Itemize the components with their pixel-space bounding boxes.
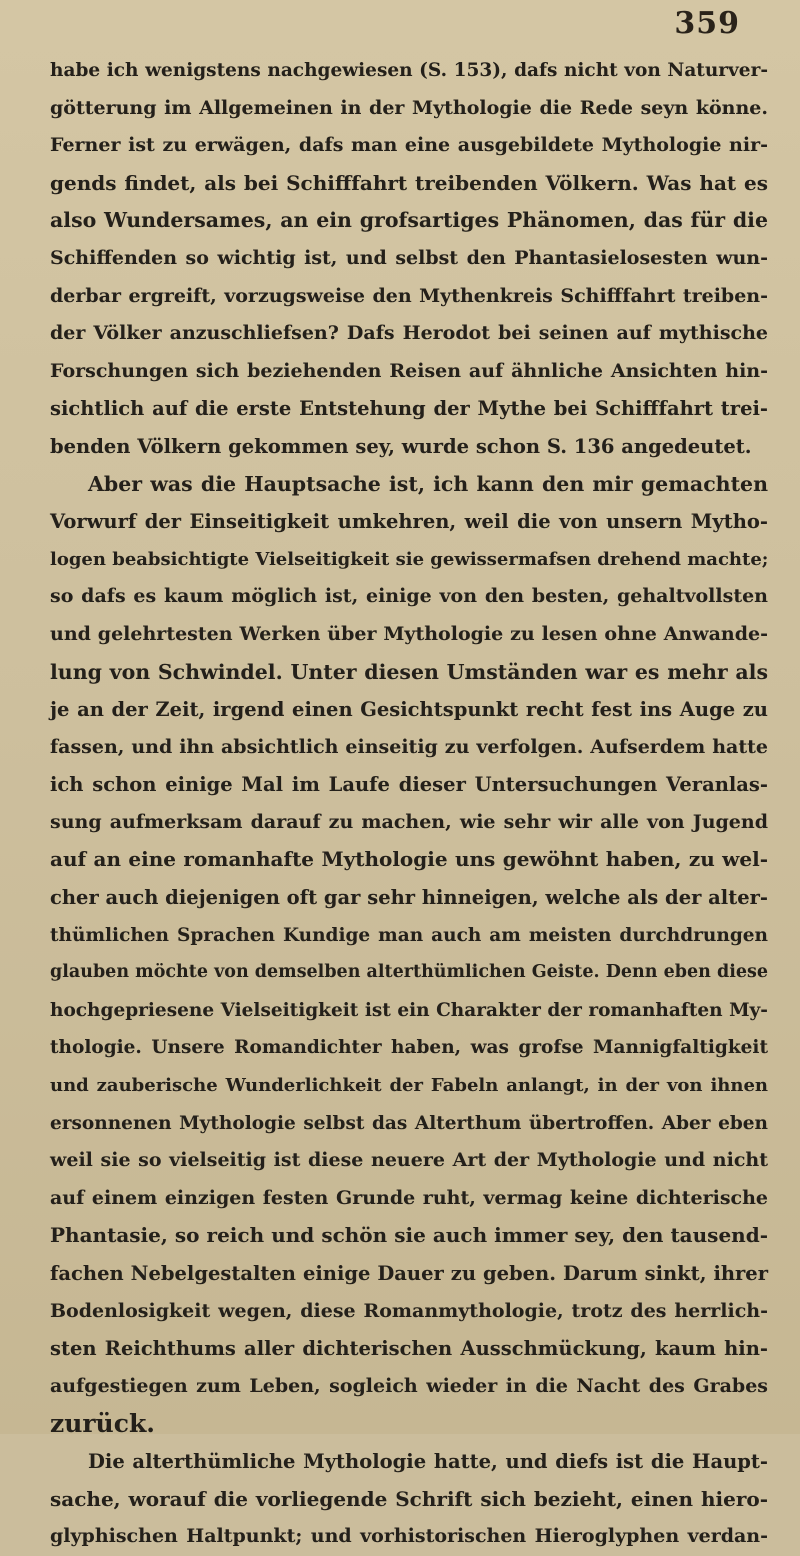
text-line: der Völker anzuschliefsen? Dafs Herodot bei seinen auf mythische [50, 322, 768, 345]
text-line: habe ich wenigstens nachgewiesen (S. 153), dafs nicht von Naturver- [50, 60, 768, 81]
text-line: Ferner ist zu erwägen, dafs man eine ausgebildete Mythologie nir- [50, 134, 768, 157]
text-line: aufgestiegen zum Leben, sogleich wieder in die Nacht des Grabes [50, 1374, 768, 1397]
text-line: und gelehrtesten Werken über Mythologie zu lesen ohne Anwande- [50, 622, 768, 645]
text-line: gends findet, als bei Schifffahrt treibenden Völkern. Was hat es [50, 170, 768, 195]
page-number: 359 [674, 6, 740, 41]
text-line: logen beabsichtigte Vielseitigkeit sie gewissermafsen drehend machte; [50, 548, 769, 570]
text-line: glyphischen Haltpunkt; und vorhistorischen Hieroglyphen verdan- [50, 1525, 768, 1548]
text-line: lung von Schwindel. Unter diesen Umständen war es mehr als [50, 659, 768, 684]
text-line: sung aufmerksam darauf zu machen, wie sehr wir alle von Jugend [50, 810, 768, 833]
text-line: weil sie so vielseitig ist diese neuere Art der Mythologie und nicht [50, 1149, 768, 1172]
text-line: hochgepriesene Vielseitigkeit ist ein Charakter der romanhaften My- [50, 999, 768, 1021]
text-line: glauben möchte von demselben alterthümlichen Geiste. Denn eben diese [50, 962, 768, 983]
text-line: sichtlich auf die erste Entstehung der Mythe bei Schifffahrt trei- [50, 397, 768, 421]
text-line: sache, worauf die vorliegende Schrift sich bezieht, einen hiero- [50, 1486, 768, 1511]
text-line: und zauberische Wunderlichkeit der Fabeln anlangt, in der von ihnen [50, 1075, 768, 1097]
text-line: Phantasie, so reich und schön sie auch immer sey, den tausend- [50, 1223, 768, 1248]
text-line: thümlichen Sprachen Kundige man auch am meisten durchdrungen [50, 924, 768, 946]
text-line: Vorwurf der Einseitigkeit umkehren, weil die von unsern Mytho- [50, 510, 768, 534]
text-line: ich schon einige Mal im Laufe dieser Untersuchungen Veranlas- [50, 773, 768, 797]
text-line: götterung im Allgemeinen in der Mythologie die Rede seyn könne. [50, 96, 768, 119]
text-line: auf einem einzigen festen Grunde ruht, vermag keine dichterische [50, 1186, 768, 1209]
text-line: Aber was die Hauptsache ist, ich kann den mir gemachten [88, 471, 768, 496]
text-line: Die alterthümliche Mythologie hatte, und diefs ist die Haupt- [88, 1449, 768, 1473]
text-line: Schiffenden so wichtig ist, und selbst den Phantasielosesten wun- [50, 246, 768, 269]
text-line: derbar ergreift, vorzugsweise den Mythenkreis Schifffahrt treiben- [50, 284, 768, 307]
body-text [50, 52, 768, 1556]
text-line: so dafs es kaum möglich ist, einige von den besten, gehaltvollsten [50, 585, 768, 608]
text-line: fachen Nebelgestalten einige Dauer zu geben. Darum sinkt, ihrer [50, 1262, 768, 1285]
text-line: Forschungen sich beziehenden Reisen auf ähnliche Ansichten hin- [50, 359, 768, 382]
text-line: cher auch diejenigen oft gar sehr hinneigen, welche als der alter- [50, 886, 768, 910]
text-line: thologie. Unsere Romandichter haben, was grofse Mannigfaltigkeit [50, 1037, 768, 1059]
text-line: Bodenlosigkeit wegen, diese Romanmythologie, trotz des herrlich- [50, 1299, 768, 1322]
text-line: auf an eine romanhafte Mythologie uns gewöhnt haben, zu wel- [50, 847, 768, 872]
text-line: sten Reichthums aller dichterischen Ausschmückung, kaum hin- [50, 1337, 768, 1361]
text-line: fassen, und ihn absichtlich einseitig zu verfolgen. Aufserdem hatte [50, 735, 768, 758]
text-line: ersonnenen Mythologie selbst das Alterthum übertroffen. Aber eben [50, 1112, 768, 1134]
text-line: benden Völkern gekommen sey, wurde schon S. 136 angedeutet. [50, 434, 752, 458]
text-line: je an der Zeit, irgend einen Gesichtspunkt recht fest ins Auge zu [50, 698, 768, 722]
text-line: zurück. [50, 1409, 155, 1439]
text-line: also Wundersames, an ein grofsartiges Phänomen, das für die [50, 208, 768, 233]
